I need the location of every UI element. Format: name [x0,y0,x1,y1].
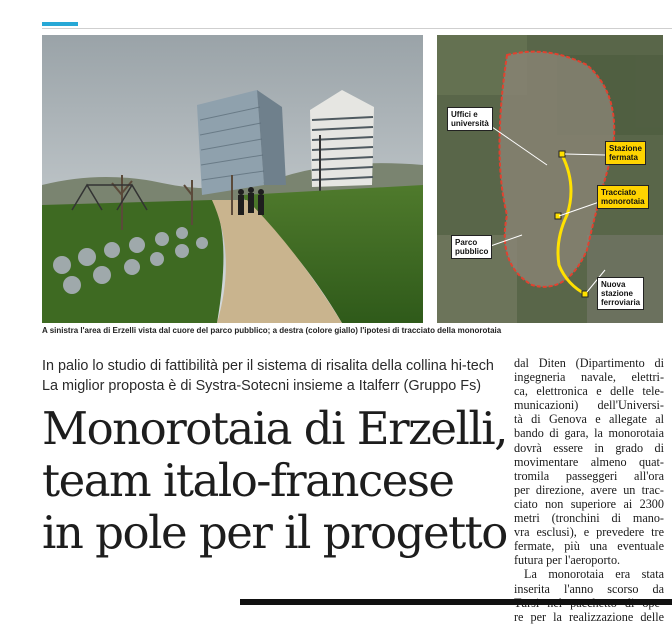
body-line: municazioni) dell'Universi- [514,398,664,413]
body-line: fermate, più una eventuale [514,539,664,554]
body-line: metri (tronchini di mano- [514,511,664,526]
body-line: per direzione, avere un trac- [514,482,664,497]
body-paragraph-2 [514,567,664,623]
body-line: ca, elettronica e delle tele- [514,384,664,399]
photo-caption [42,326,672,335]
body-line: tromila passeggeri all'ora [514,468,664,483]
body-line: movimentare almeno quat- [514,454,664,469]
section-accent-bar [42,22,78,26]
article-body-column [514,356,664,624]
body-line: dal Diten (Dipartimento di [514,356,664,370]
body-paragraph-1 [514,356,664,567]
article-subtitle [42,356,512,396]
top-rule [42,28,672,29]
headline-line: in pole per il progetto [42,506,507,559]
body-line: dovrà essere in grado di [514,440,664,455]
body-line: ingegneria navale, elettri- [514,370,664,385]
body-line: futura per l'aeroporto. [514,553,621,568]
body-line: vra esclusi), e prevedere tre [514,525,664,540]
article-headline [42,403,512,559]
label-public-park: Parco pubblico [451,235,492,259]
body-line: inserita l'anno scorso da [514,581,664,596]
headline-line: Monorotaia di Erzelli, [42,402,507,455]
label-station-stop: Stazione fermata [605,141,646,165]
label-offices-university: Uffici e università [447,107,493,131]
body-line: bando di gara, la monorotaia [514,426,664,441]
park-photo-illustration [42,35,423,323]
body-line: ciato non superiore ai 2300 [514,496,664,511]
headline-line: team italo-francese [42,454,454,507]
erzelli-park-photo [42,35,423,323]
route-map [437,35,663,323]
label-new-railway-station: Nuova stazione ferroviaria [597,277,644,310]
station-marker-top [559,151,565,157]
subtitle-line: La miglior proposta è di Systra-Sotecni insieme a Italferr (Gruppo Fs) [42,378,482,394]
body-line: tà di Genova e allegate al [514,412,664,427]
subtitle-line: In palio lo studio di fattibilità per il sistema di risalita della collina hi-tech [42,358,494,374]
bottom-bar [240,599,672,605]
caption-text: A sinistra l'area di Erzelli vista dal cuore del parco pubblico; a destra (colore giallo) l'ipotesi di tracciato della monorotaia [42,326,502,335]
body-line: re per la realizzazione delle [514,609,664,624]
label-monorail-route: Tracciato monorotaia [597,185,649,209]
body-line: La monorotaia era stata [524,567,664,582]
